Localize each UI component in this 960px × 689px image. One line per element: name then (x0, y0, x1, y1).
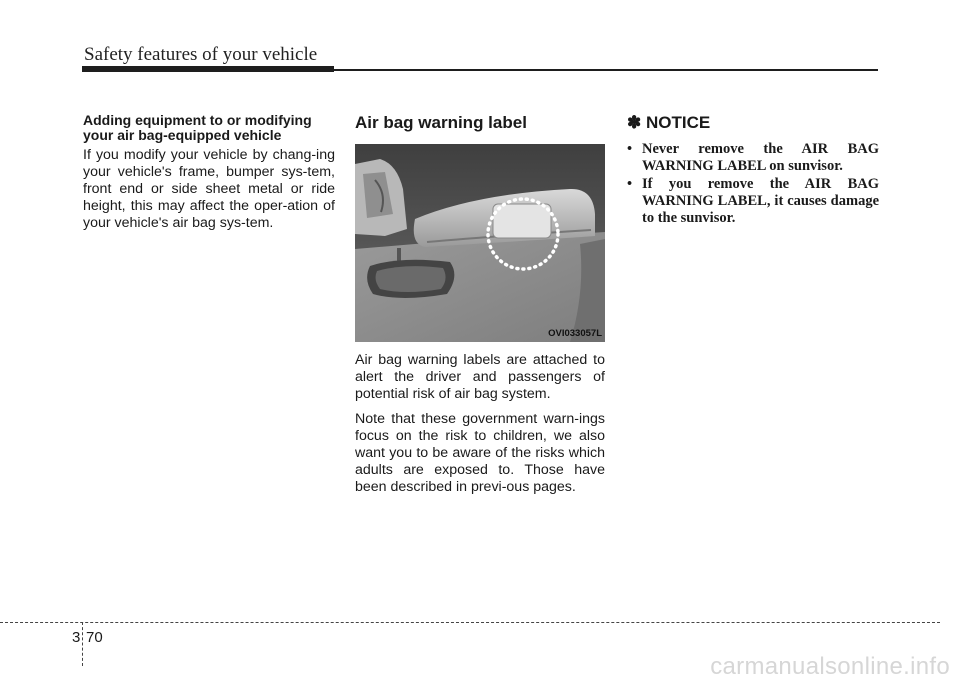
header-rule-thin (334, 69, 878, 71)
notice-symbol-icon: ✽ (627, 113, 642, 132)
warning-label-title: Air bag warning label (355, 113, 527, 132)
modifying-subheading: Adding equipment to or modifying your air bag-equipped vehicle (83, 112, 312, 143)
sunvisor-illustration (355, 144, 605, 342)
column-warning-label (355, 108, 605, 504)
sunvisor-figure (355, 144, 605, 342)
page-number: 70 (86, 629, 103, 646)
notice-title: NOTICE (645, 113, 711, 132)
page-header-title: Safety features of your vehicle (84, 44, 318, 65)
notice-list (627, 141, 879, 227)
footer-vertical-rule (82, 622, 83, 666)
column-modifying-vehicle (83, 108, 335, 232)
watermark: carmanualsonline.info (710, 653, 950, 680)
figure-caption: OVI033057L (548, 328, 602, 339)
modifying-paragraph: If you modify your vehicle by chang-ing your vehicle's frame, bumper sys-tem, front end or side sheet metal or ride height, this may affect the oper-ation of your vehicle's air bag sys-tem. (83, 147, 335, 231)
notice-item: • Never remove the AIR BAG WARNING LABEL on sunvisor. (627, 141, 879, 175)
header-rule-thick (82, 66, 334, 72)
notice-item: • If you remove the AIR BAG WARNING LABEL, it causes damage to the sunvisor. (627, 176, 879, 227)
warning-label-paragraph-1: Air bag warning labels are attached to alert the driver and passengers of potential risk of air bag system. (355, 352, 605, 402)
chapter-number: 3 (72, 629, 81, 646)
footer-rule (0, 622, 940, 623)
column-notice (627, 108, 879, 228)
notice-heading (627, 113, 879, 133)
warning-label-paragraph-2: Note that these government warn-ings focus on the risk to children, we also want you to be aware of the risks which adults are exposed to. Those have been described in previ-ous pages. (355, 411, 605, 495)
